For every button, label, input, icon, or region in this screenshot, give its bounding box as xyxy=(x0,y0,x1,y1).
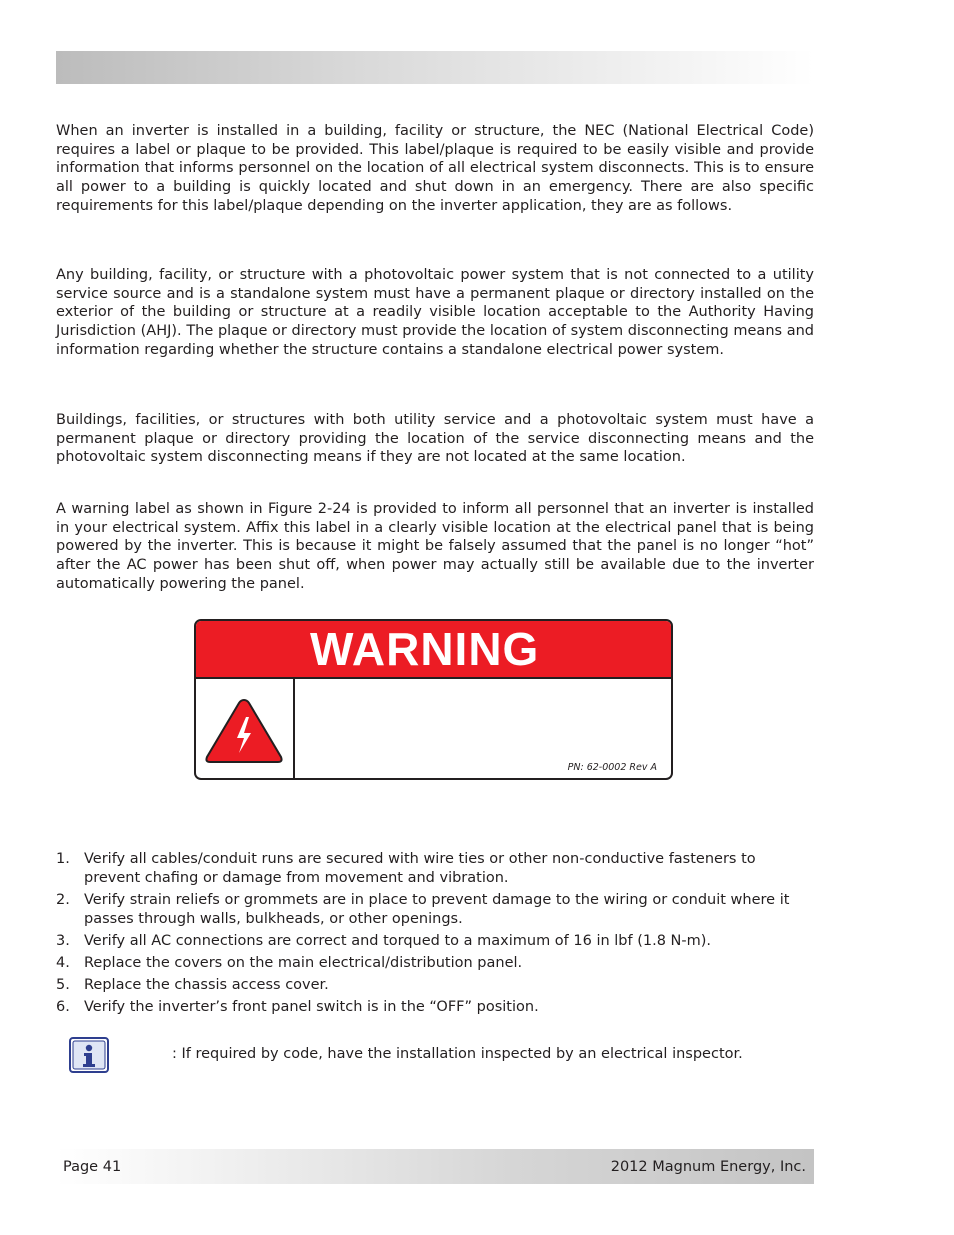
warning-title: WARNING xyxy=(310,623,540,675)
step-number: 1. xyxy=(56,851,70,867)
warning-icon-cell xyxy=(196,679,295,778)
footer-copyright: 2012 Magnum Energy, Inc. xyxy=(610,1159,806,1175)
step-text: Verify all cables/conduit runs are secured with wire ties or other non-conductive fasteners to prevent chafing or damage from movement and vibration. xyxy=(84,851,756,886)
paragraph-warning-label: A warning label as shown in Figure 2-24 is provided to inform all personnel that an inverter is installed in your electrical system. Affix this label in a clearly visible location at the electrical panel that is being powered by the inverter. This is because it might be falsely assumed that the panel is no longer “hot” after the AC power has been shut off, when power may actually still be available due to the inverter automatically powering the panel. xyxy=(56,501,814,592)
paragraph-nec-requirement: When an inverter is installed in a building, facility or structure, the NEC (National Electrical Code) requires a label or plaque to be provided. This label/plaque is required to be easily visible and provide information that informs personnel on the location of all electrical system disconnects. This is to ensure all power to a building is quickly located and shut down in an emergency. There are also specific requirements for this label/plaque depending on the inverter application, they are as follows. xyxy=(56,123,814,214)
info-icon xyxy=(69,1037,109,1073)
part-number: PN: 62-0002 Rev A xyxy=(567,762,657,773)
list-item xyxy=(56,976,814,995)
step-text: Replace the chassis access cover. xyxy=(84,977,329,994)
step-number: 3. xyxy=(56,932,70,949)
list-item xyxy=(56,891,814,928)
electrical-hazard-icon xyxy=(204,697,284,765)
step-text: Verify all AC connections are correct and torqued to a maximum of 16 in lbf (1.8 N-m). xyxy=(84,932,712,949)
step-number: 6. xyxy=(56,999,70,1016)
paragraph-utility-interactive: Buildings, facilities, or structures with both utility service and a photovoltaic system must have a permanent plaque or directory providing the location of the service disconnecting means and the photovoltaic system disconnecting means if they are not located at the same location. xyxy=(56,412,814,466)
list-item xyxy=(56,998,814,1017)
warning-header xyxy=(196,621,671,679)
step-number: 5. xyxy=(56,977,70,994)
list-item xyxy=(56,954,814,973)
warning-label-figure xyxy=(194,619,673,780)
step-number: 2. xyxy=(56,891,70,908)
page-number: Page 41 xyxy=(63,1159,122,1175)
installation-checklist xyxy=(56,850,814,1021)
step-number: 4. xyxy=(56,955,70,972)
step-text: Replace the covers on the main electrical/distribution panel. xyxy=(84,955,523,972)
step-text: Verify strain reliefs or grommets are in place to prevent damage to the wiring or conduit where it passes through walls, bulkheads, or other openings. xyxy=(84,891,790,927)
step-text: Verify the inverter’s front panel switch is in the “OFF” position. xyxy=(84,999,539,1016)
note-text: : If required by code, have the installation inspected by an electrical inspector. xyxy=(172,1046,743,1062)
list-item xyxy=(56,932,814,951)
list-item xyxy=(56,850,814,887)
header-bar xyxy=(56,51,814,84)
paragraph-standalone-system: Any building, facility, or structure with a photovoltaic power system that is not connected to a utility service source and is a standalone system must have a permanent plaque or directory installed on the exterior of the building or structure at a readily visible location acceptable to the Authority Having Jurisdiction (AHJ). The plaque or directory must provide the location of system disconnecting means and information regarding whether the structure contains a standalone electrical power system. xyxy=(56,267,814,358)
